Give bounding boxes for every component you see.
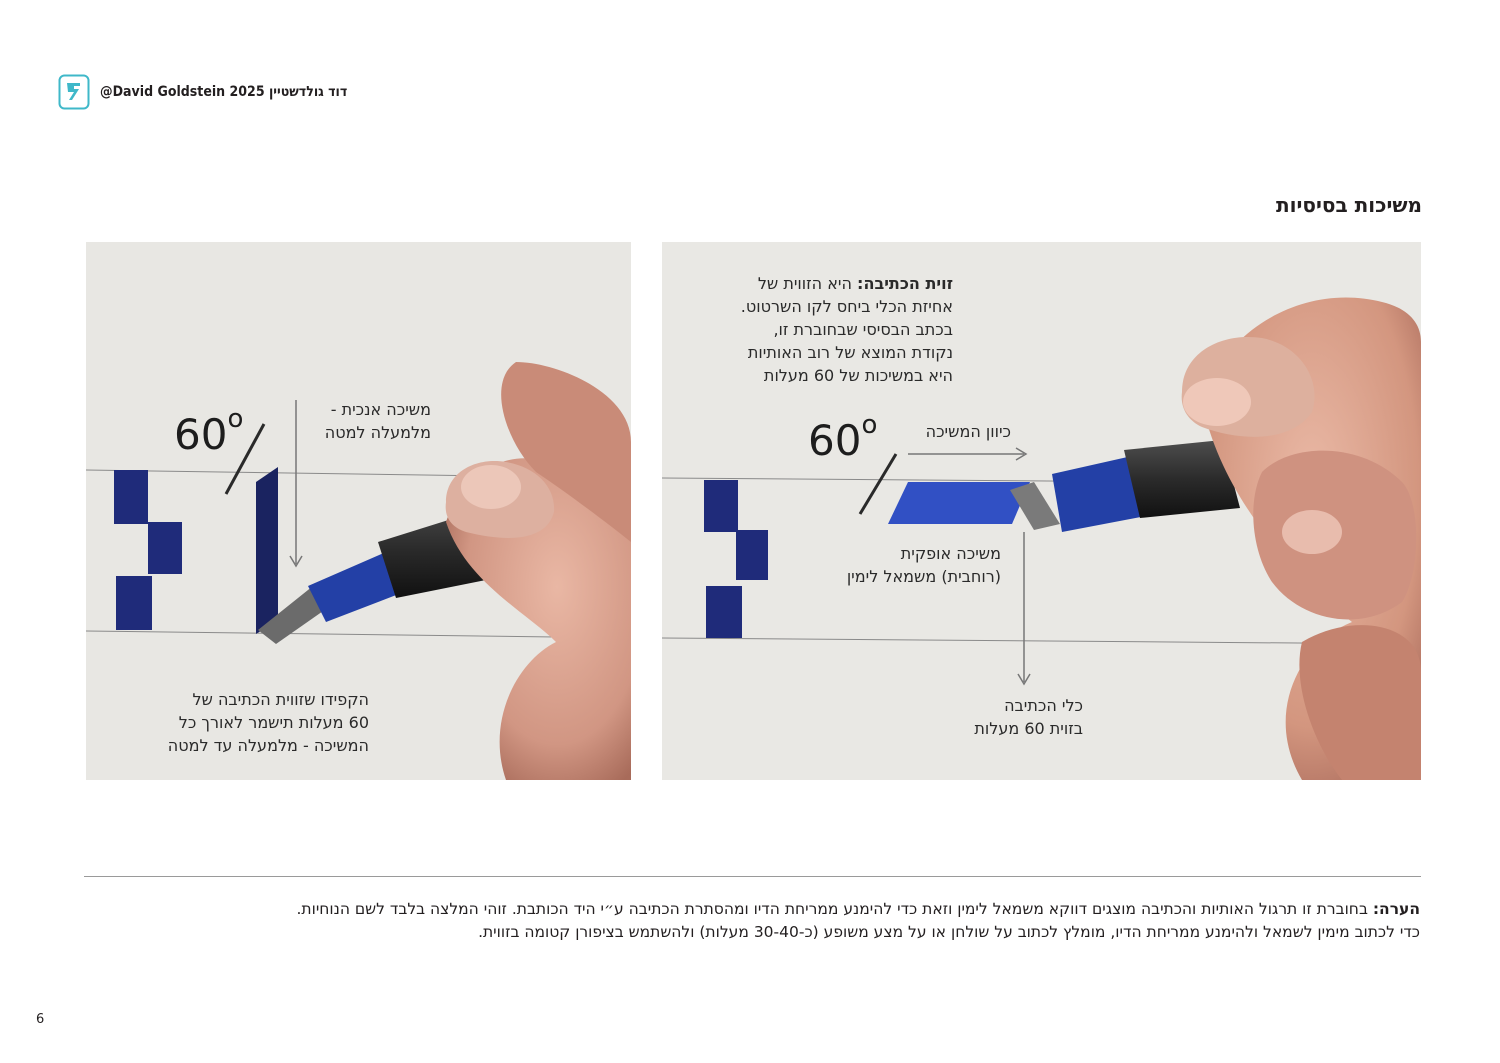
note-block (80, 898, 1420, 944)
author-credit: @David Goldstein 2025 דוד גולדשטיין (100, 84, 348, 100)
writing-angle-definition (741, 272, 953, 387)
caption-horizontal-stroke: משיכה אופקית (רוחבית) משמאל לימין (846, 544, 1001, 586)
definition-label: זוית הכתיבה: (857, 274, 953, 293)
caption-vertical-stroke: משיכה אנכית - מלמעלה למטה (324, 400, 431, 442)
note-label: הערה: (1372, 900, 1420, 918)
degree-label-right: 60$^o$ (808, 410, 878, 465)
caption-writing-tool: כלי הכתיבה בזוית 60 מעלות (974, 696, 1083, 738)
note-line-1: הערה: בחוברת זו תרגול האותיות והכתיבה מוצגים דווקא משמאל לימין וזאת כדי להימנע ממריחת הדיו ומהסתרת הכתיבה ע״י היד הכותבת. זוהי המלצה בלבד לשם הנוחיות. (296, 900, 1420, 918)
note-line-2: כדי לכתוב מימין לשמאל ולהימנע ממריחת הדיו, מומלץ לכתוב על שולחן או על מצע משופע (כ-30-40 מעלות) ולהשתמש בציפורן קטומה בזווית. (478, 923, 1420, 941)
page-number: 6 (36, 1012, 45, 1027)
photo-vertical-stroke (86, 242, 631, 780)
brand-logo-icon (58, 74, 90, 110)
page-title: משיכות בסיסיות (1275, 193, 1422, 217)
degree-label: 60$^o$ (174, 404, 244, 459)
divider (84, 876, 1421, 877)
caption-keep-angle: הקפידו שזווית הכתיבה של 60 מעלות תישמר לאורך כל המשיכה - מלמעלה עד למטה (167, 690, 369, 755)
stroke-direction-label: כיוון המשיכה (925, 422, 1011, 441)
photo-horizontal-stroke (662, 242, 1421, 780)
definition-text: היא הזווית של אחיזת הכלי ביחס לקו השרטוט. בכתב הבסיסי שבחוברת זו, נקודת המוצא של רוב האותיות היא במשיכות של 60 מעלות (740, 274, 953, 385)
header (58, 74, 347, 110)
